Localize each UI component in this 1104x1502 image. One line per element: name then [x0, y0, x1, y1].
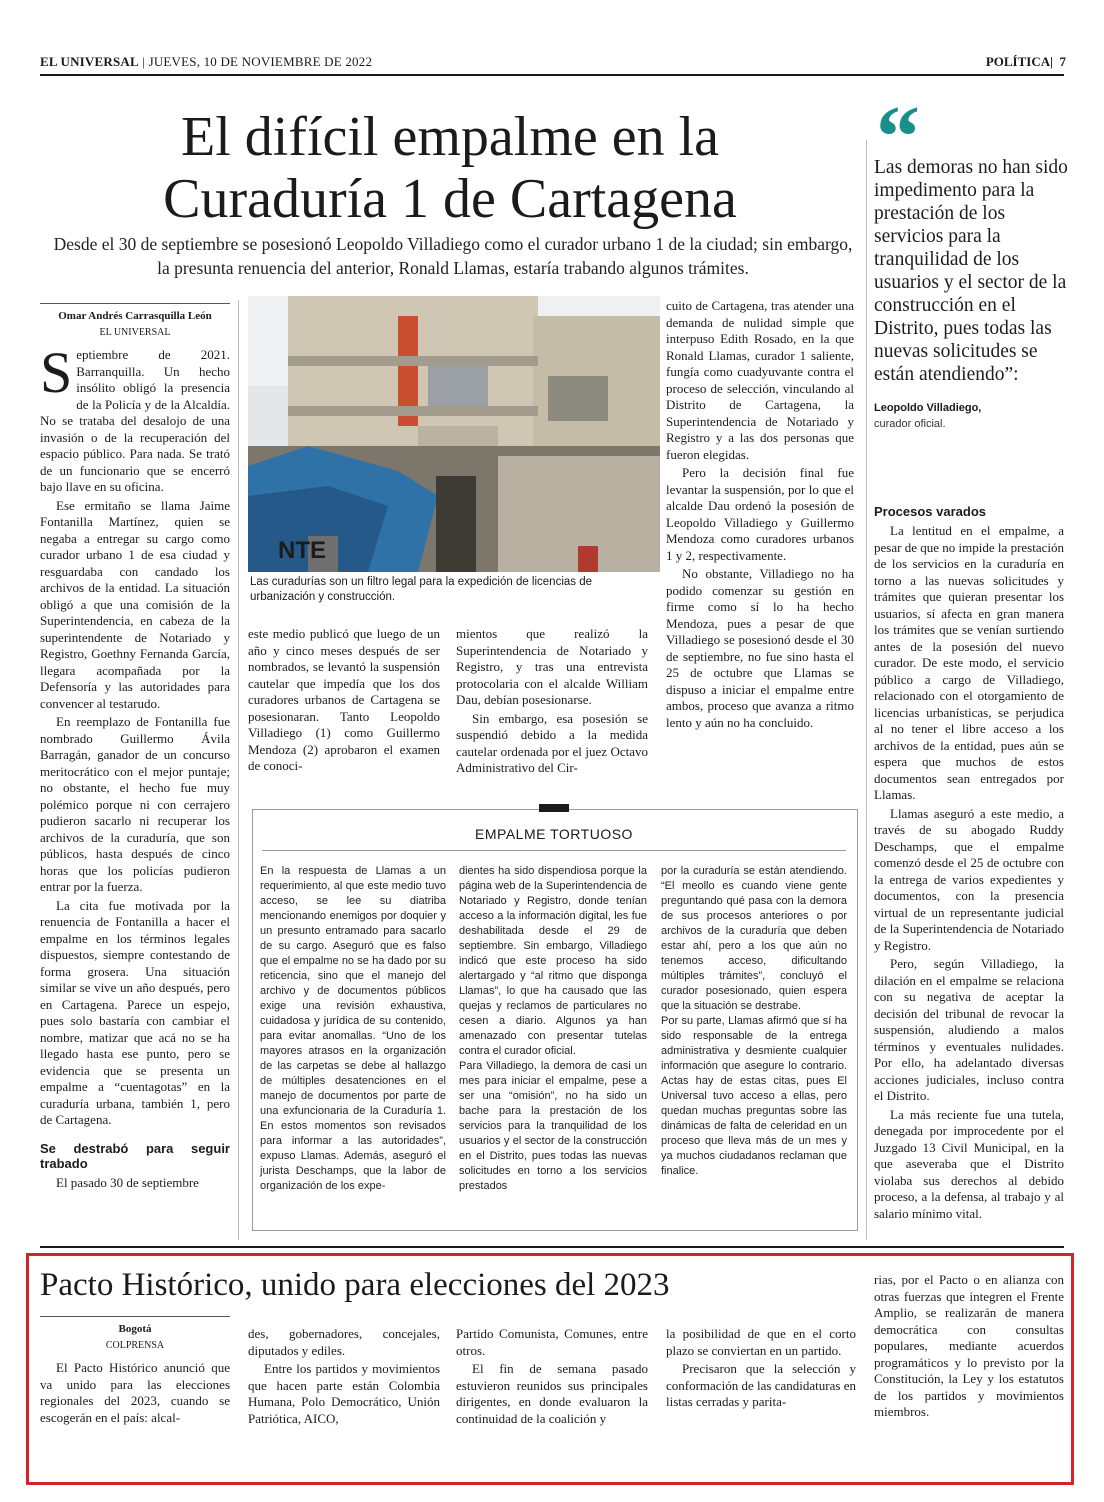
box-column-3 [661, 864, 847, 1179]
article-lede: Desde el 30 de septiembre se posesionó Leopoldo Villadiego como el curador urbano 1 de la ciudad; sin embargo, la presunta renuencia del anterior, Ronald Llamas, estaría trabando algunos trámites. [53, 234, 853, 278]
right-column [874, 504, 1064, 1224]
column-divider [238, 300, 239, 1240]
paragraph: En la respuesta de Llamas a un requerimiento, al que este medio tuvo acceso, se lee su diatriba mencionando enemigos por doquier y un presunto entramado para sacarlo de su cargo. Aseguró que es falso que el empalme no se ha dado por su reticencia, sino que el manejo del archivo y de documentos públicos exige una revisión exhaustiva, cuidadosa y jurídica de su contenido, para evitar anomallas. “Uno de los mayores atrasos en la organización de las carpetas se debe al hallazgo de múltiples desatenciones en el manejo de documentos por parte de una exfuncionaria de la Curaduría 1. En estos momentos son revisados para informar a las autoridades”, expuso Llamas. Además, aseguró el jurista Deschamps, que la labor de organización de los expe- [260, 865, 446, 1192]
paragraph: El fin de semana pasado estuvieron reunidos sus principales dirigentes, en donde evaluaron la continuidad de la coalición y [456, 1361, 648, 1426]
paragraph: Partido Comunista, Comunes, entre otros. [456, 1326, 648, 1358]
header-rule [40, 74, 1064, 76]
paragraph: La cita fue motivada por la renuencia de Fontanilla a hacer el empalme en los términos legales dispuestos, siempre contestando de forma grosera. Una situación similar se vive un año después, pero en Cartagena. Parece un espejo, pues solo bastaría con cambiar el nombre, matizar que acá no se ha llegado hasta ese punto, pero se evidencia que se presenta un empalme a “cuentagotas” en la curaduría urbana, también 1, pero de Cartagena. [40, 897, 230, 1127]
byline-org: COLPRENSA [105, 1339, 165, 1351]
pacto-column-3 [456, 1326, 648, 1429]
pacto-headline: Pacto Histórico, unido para elecciones del 2023 [40, 1267, 670, 1303]
subhead-procesos-varados: Procesos varados [874, 504, 987, 519]
box-column-2 [459, 864, 647, 1194]
pacto-column-5 [874, 1272, 1064, 1423]
paragraph: mientos que realizó la Superintendencia de Notariado y Registro, y tras una entrevista protocolaria con el alcalde William Dau, debían posesionarse. [456, 626, 648, 707]
article-column-3 [456, 626, 648, 779]
paragraph: El pasado 30 de septiembre [56, 1174, 199, 1190]
quote-mark-icon: “ [876, 89, 920, 186]
box-title-rule [262, 850, 846, 851]
page-header-right: POLÍTICA| 7 [985, 54, 1066, 69]
paragraph: No obstante, Villadiego no ha podido comenzar su gestión en firme como sí lo ha hecho Mendoza, pues a pesar de que Villadiego se posesionó desde el 30 de septiembre, no fue sino hasta el 25 de octubre que Llamas se dispuso a iniciar el empalme entre ambos, proceso que avanza a ritmo lento y aún no ha concluido. [666, 566, 854, 730]
section-name: POLÍTICA [985, 54, 1051, 69]
article-photo [248, 296, 660, 572]
paragraph: Pero la decisión final fue levantar la suspensión, por lo que el alcalde Dau ordenó la posesión de Leopoldo Villadiego y Guillermo Mendoza como curadores urbanos 1 y 2, respectivamente. [666, 465, 854, 563]
paragraph: Sin embargo, esa posesión se suspendió debido a la medida cautelar ordenada por el juez Octavo Administrativo del Cir- [456, 710, 648, 775]
page-header-left: EL UNIVERSAL | JUEVES, 10 DE NOVIEMBRE DE 2022 [40, 54, 373, 69]
paragraph: Por su parte, Llamas afirmó que sí ha sido responsable de la entrega administrativa y desmiente cualquier información que asegure lo contrario. Actas hay de estas citas, pues El Universal tuvo acceso a ellas, pero quedan muchas preguntas sobre las dinámicas de falta de celeridad en un proceso que lleva más de un mes y ya muchos ciudadanos reclaman que finalice. [661, 1015, 847, 1177]
paragraph: Entre los partidos y movimientos que hacen parte están Colombia Humana, Polo Democrático, Unión Patriótica, AICO, [248, 1361, 440, 1426]
byline-rule [40, 303, 230, 304]
newspaper-name: EL UNIVERSAL [40, 54, 139, 69]
paragraph: por la curaduría se están atendiendo. “El meollo es cuando viene gente preguntando qué pasa con la demora de sus procesos anteriores o por archivos de la curaduría que deben estar ahí, pero a los que aún no tenemos acceso, dificultando múltiples trámites”, concluyó el curador posesionado, quien espera que la situación se destrabe. [661, 865, 847, 1012]
issue-date: JUEVES, 10 DE NOVIEMBRE DE 2022 [148, 54, 373, 69]
pull-quote-author: Leopoldo Villadiego, [874, 402, 982, 414]
sidebar-box-title: EMPALME TORTUOSO [475, 826, 633, 842]
byline-city: Bogotá [118, 1323, 152, 1335]
paragraph: En reemplazo de Fontanilla fue nombrado Guillermo Ávila Barragán, ganador de un concurso meritocrático con el mejor puntaje; no obstante, el hecho fue muy polémico porque ni con cerrajero pudieron sacarlo ni recuperar los archivos de la curaduría, que son públicos, hasta después de cinco horas que los policías pudieron entrar por la fuerza. [40, 714, 230, 894]
paragraph: dientes ha sido dispendiosa porque la página web de la Superintendencia de Notariado y Registro, donde tenían acceso a la información digital, les fue deshabilitada desde el 29 de septiembre. Sin embargo, Villadiego indicó que este proceso ha sido alertargado y “al ritmo que disponga Llamas”, lo que ha causado que las quejas y reclamos de particulares no cesen a diario. Algunos ya han amenazado con presentar tutelas contra el curador oficial. [459, 865, 647, 1057]
section-rule [40, 1246, 1064, 1248]
article-column-4 [666, 298, 854, 733]
paragraph: La más reciente fue una tutela, denegada por improcedente por el Juzgado 13 Civil Municipal, en la que aseveraba que el Distrito violaba sus derechos al debido proceso, a la defensa, al trabajo y al salario mínimo vital. [874, 1106, 1064, 1221]
pacto-column-1 [40, 1316, 230, 1428]
paragraph: La lentitud en el empalme, a pesar de que no impide la prestación de los servicios en la curaduría en torno a las nuevas solicitudes y trámites que quieran presentar los usuarios, sí afecta en gran manera los trámites que se venían surtiendo antes de la posesión del nuevo curador. De este modo, el servicio público a cargo de Villadiego, relacionado con el otorgamiento de licencias urbanísticas, se perjudica al no tener el libre acceso a los archivos de la entidad, pues aún se espera que muchos de estos documentos sean entregados por Llamas. [874, 523, 1064, 802]
subhead: Se destrabó para seguir trabado [40, 1140, 230, 1171]
pull-quote-text: Las demoras no han sido impedimento para la prestación de los servicios para la tranquilidad de los usuarios y el sector de la construcción en el Distrito, pues todas las nuevas solicitudes se están atendiendo”: [874, 157, 1068, 385]
paragraph: Llamas aseguró a este medio, a través de su abogado Ruddy Deschamps, que el empalme comenzó desde el 25 de octubre con la entrega de varios expedientes y documentos, con la presencia virtual de un representante judicial de la Superintendencia de Notariado y Registro. [874, 805, 1064, 953]
photo-caption: Las curadurías son un filtro legal para la expedición de licencias de urbanización y construcción. [250, 576, 593, 603]
headline-line-1: El difícil empalme en la [180, 106, 719, 168]
box-tab-marker [539, 804, 569, 812]
pull-quote-role: curador oficial. [874, 418, 946, 430]
paragraph: la posibilidad de que en el corto plazo se conviertan en un partido. [666, 1326, 856, 1358]
paragraph: Precisaron que la selección y conformación de las candidaturas en listas cerradas y parita- [666, 1361, 856, 1409]
article-headline [60, 106, 840, 230]
paragraph: Para Villadiego, la demora de casi un mes para iniciar el empalme, pese a ser una “omisión”, no ha sido un bache para la prestación de los servicios para la tranquilidad de los usuarios y el sector de la construcción en el Distrito, pues todas las nuevas solicitudes en torno a los servicios prestados [459, 1060, 647, 1192]
paragraph: rias, por el Pacto o en alianza con otras fuerzas que integren el Frente Amplio, se realizarán de manera democrática con consultas populares, mediante acuerdos programáticos y lo previsto por la Constitución, la Ley y los estatutos de los partidos y movimientos miembros. [874, 1272, 1064, 1419]
pacto-column-4 [666, 1326, 856, 1413]
paragraph: Ese ermitaño se llama Jaime Fontanilla Martínez, quien se negaba a entregar su cargo como curador urbano 1 de esa ciudad y resguardaba con candado los archivos de la entidad. La situación obligó a que una comisión de la Superintendencia, en cabeza de la superintendente de Notariado y Registro, Goethny Fernanda García, llegara acompañada por la Defensoría y las autoridades para convencer al testarudo. [40, 497, 230, 711]
box-column-1 [260, 864, 446, 1194]
byline-rule [40, 1316, 230, 1317]
byline-name: Omar Andrés Carrasquilla León [58, 310, 212, 322]
headline-line-2: Curaduría 1 de Cartagena [163, 168, 737, 230]
paragraph: Pero, según Villadiego, la dilación en el empalme se relaciona con su negativa de aceptar la decisión del tribunal de revocar la suspensión, aludiendo a malos términos y eventuales nulidades. Por ello, ha adelantado diversas acciones judiciales, incluso contra el Distrito. [874, 956, 1064, 1103]
article-column-1 [40, 303, 230, 1193]
page-number: 7 [1059, 54, 1066, 69]
paragraph: Septiembre de 2021. Barranquilla. Un hecho insólito obligó la presencia de la Policía y de la Alcaldía. No se trataba del desalojo de una invasión o de la recuperación del espacio público. Para nada. Se trató de un funcionario que se encerró bajo llave en su oficina. [40, 340, 230, 494]
dropcap: S [40, 340, 73, 405]
paragraph: El Pacto Histórico anunció que va unido para las elecciones regionales del 2023, cuando se escogerán en el país: alcal- [40, 1360, 230, 1425]
byline-org: EL UNIVERSAL [99, 326, 171, 338]
paragraph: este medio publicó que luego de un año y cinco meses después de ser nombrados, se levantó la suspensión cautelar que impedía que los dos curadores urbanos de Cartagena se posesionaran. Tanto Leopoldo Villadiego (1) como Guillermo Mendoza (2) aprobaron el examen de conoci- [248, 626, 440, 773]
column-divider [866, 140, 867, 1240]
article-column-2 [248, 626, 440, 777]
photo-sign-text: NTE [278, 537, 326, 564]
paragraph: des, gobernadores, concejales, diputados y ediles. [248, 1326, 440, 1358]
pacto-column-2 [248, 1326, 440, 1429]
paragraph: cuito de Cartagena, tras atender una demanda de nulidad simple que interpuso Edith Rosado, en la que Ronald Llamas, curador 1 saliente, fungía como cuadyuvante contra el proceso de selección, vinculando al Distrito de Cartagena, la Superintendencia de Notariado y Registro y a las dos personas que fueron elegidas. [666, 298, 854, 462]
